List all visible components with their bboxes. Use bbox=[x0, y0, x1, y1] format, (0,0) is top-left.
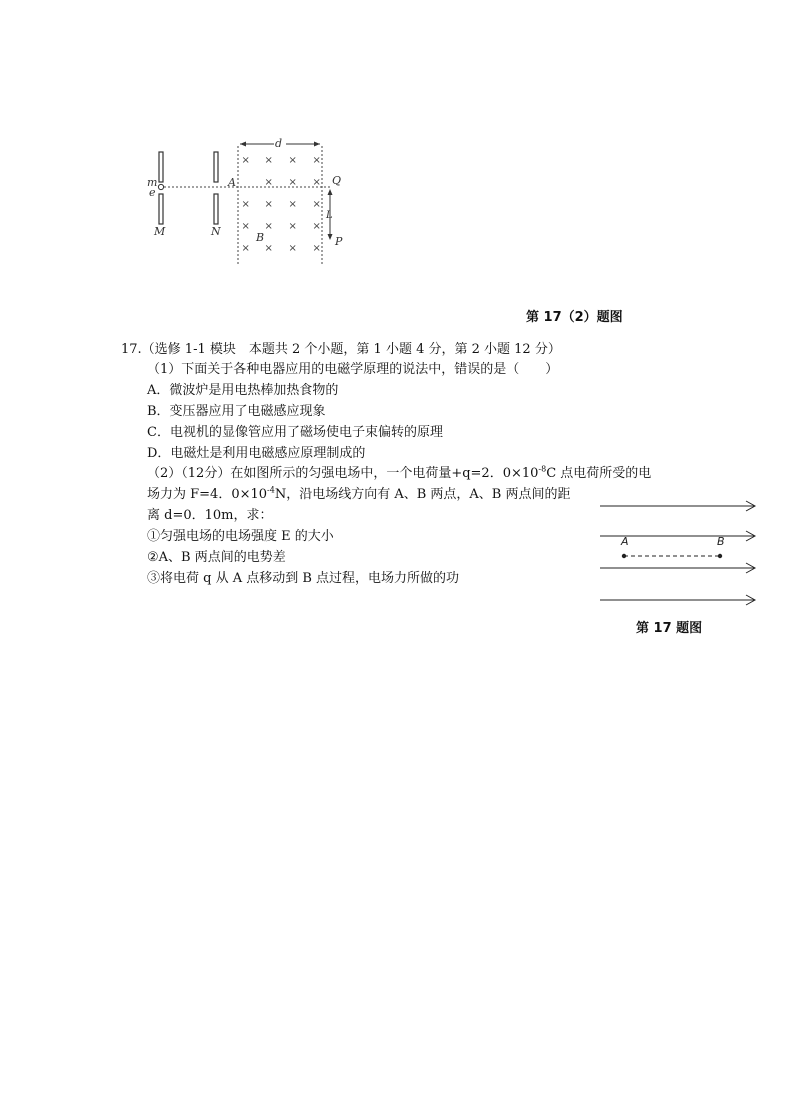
question-2-line-1 bbox=[147, 465, 651, 483]
field-cross: × bbox=[288, 243, 297, 254]
field-cross: × bbox=[264, 177, 273, 188]
figure-electric-field-svg bbox=[596, 494, 766, 614]
q2-line2-post: N，沿电场线方向有 A、B 两点，A、B 两点间的距 bbox=[274, 487, 571, 502]
field-line-1 bbox=[600, 501, 755, 511]
q2-line2-exp: -4 bbox=[267, 485, 275, 495]
arrowhead-down bbox=[328, 234, 333, 240]
field-cross: × bbox=[288, 199, 297, 210]
option-d: D．电磁灶是利用电磁感应原理制成的 bbox=[147, 446, 366, 461]
field-cross: × bbox=[312, 155, 321, 166]
field-cross: × bbox=[241, 155, 250, 166]
question-header: 17.（选修 1-1 模块 本题共 2 个小题，第 1 小题 4 分，第 2 小题 12 分） bbox=[121, 342, 561, 357]
field-line-3 bbox=[600, 563, 755, 573]
field-cross: × bbox=[312, 199, 321, 210]
q2-line2-pre: 场力为 F=4．0×10 bbox=[147, 487, 268, 502]
field-cross: × bbox=[312, 177, 321, 188]
label-p: P bbox=[335, 235, 343, 248]
question-2-line-3: 离 d=0．10m，求： bbox=[147, 508, 273, 523]
option-c: C．电视机的显像管应用了磁场使电子束偏转的原理 bbox=[147, 425, 443, 440]
field-cross: × bbox=[264, 243, 273, 254]
point-a bbox=[622, 554, 626, 558]
plate-m-top bbox=[159, 152, 163, 182]
label-point-a: A bbox=[621, 535, 629, 548]
arrowhead-right bbox=[314, 142, 320, 147]
label-plate-n: N bbox=[211, 225, 221, 238]
field-cross: × bbox=[312, 243, 321, 254]
plate-m-bottom bbox=[159, 194, 163, 224]
figure-magnetic-field bbox=[140, 130, 360, 290]
sub-item-1: ①匀强电场的电场强度 E 的大小 bbox=[147, 529, 334, 544]
field-cross: × bbox=[241, 199, 250, 210]
field-cross: × bbox=[312, 221, 321, 232]
label-d: d bbox=[275, 137, 283, 150]
point-b bbox=[718, 554, 722, 558]
label-q: Q bbox=[332, 174, 342, 187]
label-l: L bbox=[326, 210, 333, 221]
q2-line1-pre: （2）（12分）在如图所示的匀强电场中，一个电荷量+q=2．0×10 bbox=[147, 466, 539, 481]
q2-line1-exp: -8 bbox=[538, 464, 547, 474]
field-cross: × bbox=[264, 155, 273, 166]
field-cross: × bbox=[241, 243, 250, 254]
electron-icon bbox=[158, 184, 163, 189]
arrowhead-up bbox=[328, 189, 333, 195]
magnetic-field-crosses bbox=[242, 155, 321, 254]
field-cross: × bbox=[264, 199, 273, 210]
label-b: B bbox=[256, 231, 265, 244]
field-cross: × bbox=[241, 221, 250, 232]
question-1-stem: （1）下面关于各种电器应用的电磁学原理的说法中，错误的是（ ） bbox=[147, 362, 559, 377]
sub-item-3: ③将电荷 q 从 A 点移动到 B 点过程，电场力所做的功 bbox=[147, 571, 460, 586]
option-a: A．微波炉是用电热棒加热食物的 bbox=[147, 383, 339, 398]
label-point-b: B bbox=[717, 535, 725, 548]
label-a: A bbox=[228, 176, 236, 189]
q2-line1-post: C 点电荷所受的电 bbox=[546, 466, 652, 481]
figure-electric-field bbox=[596, 494, 766, 614]
field-line-4 bbox=[600, 595, 755, 605]
sub-item-2: ②A、B 两点间的电势差 bbox=[147, 550, 286, 565]
field-cross: × bbox=[288, 155, 297, 166]
field-cross: × bbox=[288, 177, 297, 188]
label-m: m bbox=[147, 176, 158, 189]
question-2-line-2 bbox=[147, 486, 570, 504]
field-cross: × bbox=[288, 221, 297, 232]
plate-n-bottom bbox=[214, 194, 218, 224]
label-e: e bbox=[149, 186, 156, 199]
plate-n-top bbox=[214, 152, 218, 182]
label-plate-m: M bbox=[154, 225, 166, 238]
figure2-caption: 第 17 题图 bbox=[636, 621, 703, 636]
arrowhead-left bbox=[240, 142, 246, 147]
option-b: B．变压器应用了电磁感应现象 bbox=[147, 404, 326, 419]
field-cross: × bbox=[264, 221, 273, 232]
figure1-caption: 第 17（2）题图 bbox=[526, 310, 623, 325]
figure-magnetic-field-svg bbox=[140, 130, 360, 290]
